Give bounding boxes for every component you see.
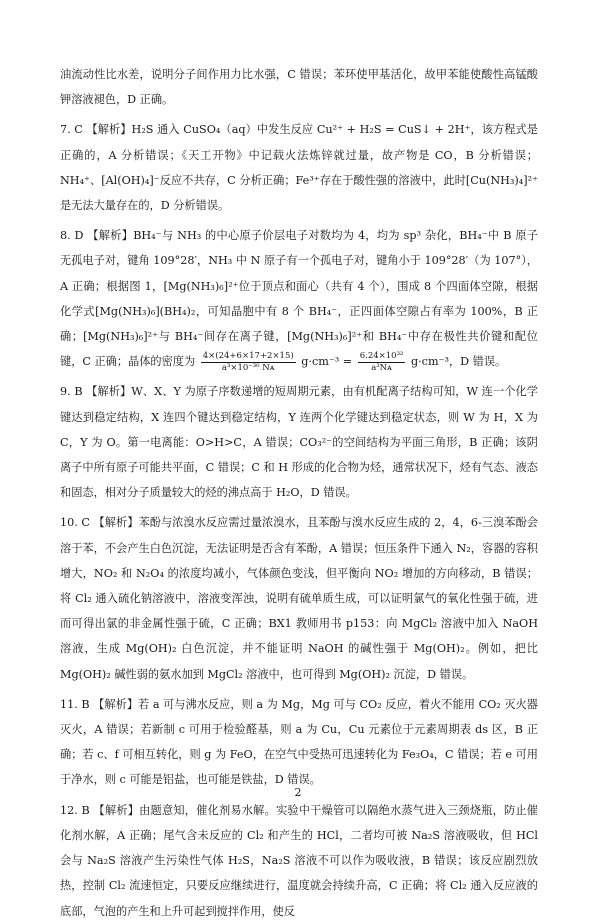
continuation-line-1: 油流动性比水差，说明分子间作用力比水强，C 错误；苯环使甲基活化，故甲苯能使酸性高锰酸钾溶液褪 (60, 68, 538, 107)
answer-item-12: 12. B 【解析】由题意知，催化剂易水解。实验中干燥管可以隔绝水蒸气进入三颈烧瓶，防止催化剂水解，A 正确；尾气含未反应的 Cl₂ 和产生的 HCl，二者均可被 Na₂S 溶液吸收，但 HCl 会与 Na₂S 溶液产生污染性气体 H₂S，Na₂S 溶液不可以作为吸收液，B 错误；该反应剧烈放热，控制 Cl₂ 流速恒定，只要反应继续进行，温度就会持续升高，C 正确；将 Cl₂ 通入反应液的底部，气泡的产生和上升可起到搅拌作用，使反 (60, 803, 538, 918)
answer-item-10: 10. C 【解析】苯酚与浓溴水反应需过量浓溴水，且苯酚与溴水反应生成的 2，4，6-三溴苯酚会溶于苯，不会产生白色沉淀，无法证明是否含有苯酚，A 错误；恒压条件下通入 N₂，容器的容积增大，NO₂ 和 N₂O₄ 的浓度均减小，气体颜色变浅，但平衡向 NO₂ 增加的方向移动，B 错误；将 Cl₂ 通入硫化钠溶液中，溶液变浑浊，说明有硫单质生成，可以证明氯气的氧化性强于硫，进而可得出氯的非金属性强于硫，C 正确；BX1 教师用书 p153：向 MgCl₂ 溶液中加入 NaOH 溶液，生成 Mg(OH)₂ 白色沉淀，并不能证明 NaOH 的碱性强于 Mg(OH)₂。例如，把比 Mg(OH)₂ 碱性弱的氨水加到 MgCl₂ 溶液中，也可得到 Mg(OH)₂ 沉淀，D 错误。 (60, 516, 538, 681)
answer-8-text: 8. D 【解析】BH₄⁻与 NH₃ 的中心原子价层电子对数均为 4，均为 sp³ 杂化，BH₄⁻中 B 原子无孤电子对，键角 109°28′，NH₃ 中 N 原子有一个孤电子对，键角小于 109°28′（为 107°），A 正确；根据图 1，[Mg(NH₃)₆]²⁺位于顶点和面心（共有 4 个），围成 8 个四面体空隙，根据化学式[Mg(NH₃)₆](BH₄)₂，可知晶胞中有 8 个 BH₄⁻，正四面体空隙占有率为 100%，B 正确；[Mg(NH₃)₆]²⁺与 BH₄⁻间存在离子键，[Mg(NH₃)₆]²⁺和 BH₄⁻中存在极性共价键和配位键，C 正确；晶体的密度为 (60, 229, 538, 369)
answer-8-text-end: g·cm⁻³，D 错误。 (410, 355, 507, 369)
density-fraction-1-denominator: a³×10⁻³⁰ Nᴀ (221, 362, 275, 373)
density-fraction-2-numerator: 6.24×10³² (359, 350, 404, 361)
answer-item-9: 9. B 【解析】W、X、Y 为原子序数递增的短周期元素，由有机配离子结构可知，W 连一个化学键达到稳定结构，X 连四个键达到稳定结构，Y 连两个化学键达到稳定状态，则 W 为 H，X 为 C，Y 为 O。第一电离能：O>H>C，A 错误；CO₃²⁻的空间结构为平面三角形，B 正确；该阴离子中所有原子可能共平面，C 错误；C 和 H 形成的化合物为烃，通常状况下，烃有气态、液态和固态，相对分子质量较大的烃的沸点高于 H₂O，D 错误。 (60, 385, 538, 500)
density-fraction-2-denominator: a³Nᴀ (371, 362, 392, 373)
density-fraction-1-numerator: 4×(24+6×17+2×15) (202, 350, 294, 361)
answer-item-7: 7. C 【解析】H₂S 通入 CuSO₄（aq）中发生反应 Cu²⁺ + H₂S = CuS↓ + 2H⁺，该方程式是正确的，A 分析错误；《天工开物》中记载火法炼锌就过量，故产物是 CO，B 分析错误；NH₄⁺、[Al(OH)₄]⁻反应不共存，C 分析正确；Fe³⁺存在于酸性强的溶液中，此时[Cu(NH₃)₄]²⁺是无法大量存在的，D 分析错误。 (60, 123, 538, 213)
answer-item-8 (60, 223, 538, 374)
density-fraction-1 (201, 351, 296, 374)
page-number: 2 (294, 786, 302, 799)
density-fraction-2 (358, 351, 406, 374)
continuation-line-2: 色，D 正确。 (104, 93, 174, 107)
continuation-paragraph (60, 62, 538, 112)
answer-item-11: 11. B 【解析】若 a 可与沸水反应，则 a 为 Mg，Mg 可与 CO₂ 反应，着火不能用 CO₂ 灭火器灭火，A 错误；若新制 c 可用于检验醛基，则 a 为 Cu，Cu 元素位于元素周期表 ds 区，B 正确；若 c、f 可相互转化，则 g 为 FeO，在空气中受热可迅速转化为 Fe₃O₄，C 错误；若 e 可用于净水，则 c 可能是铝盐，也可能是铁盐，D 错误。 (60, 697, 538, 787)
density-unit-equals: g·cm⁻³ = (301, 355, 353, 369)
